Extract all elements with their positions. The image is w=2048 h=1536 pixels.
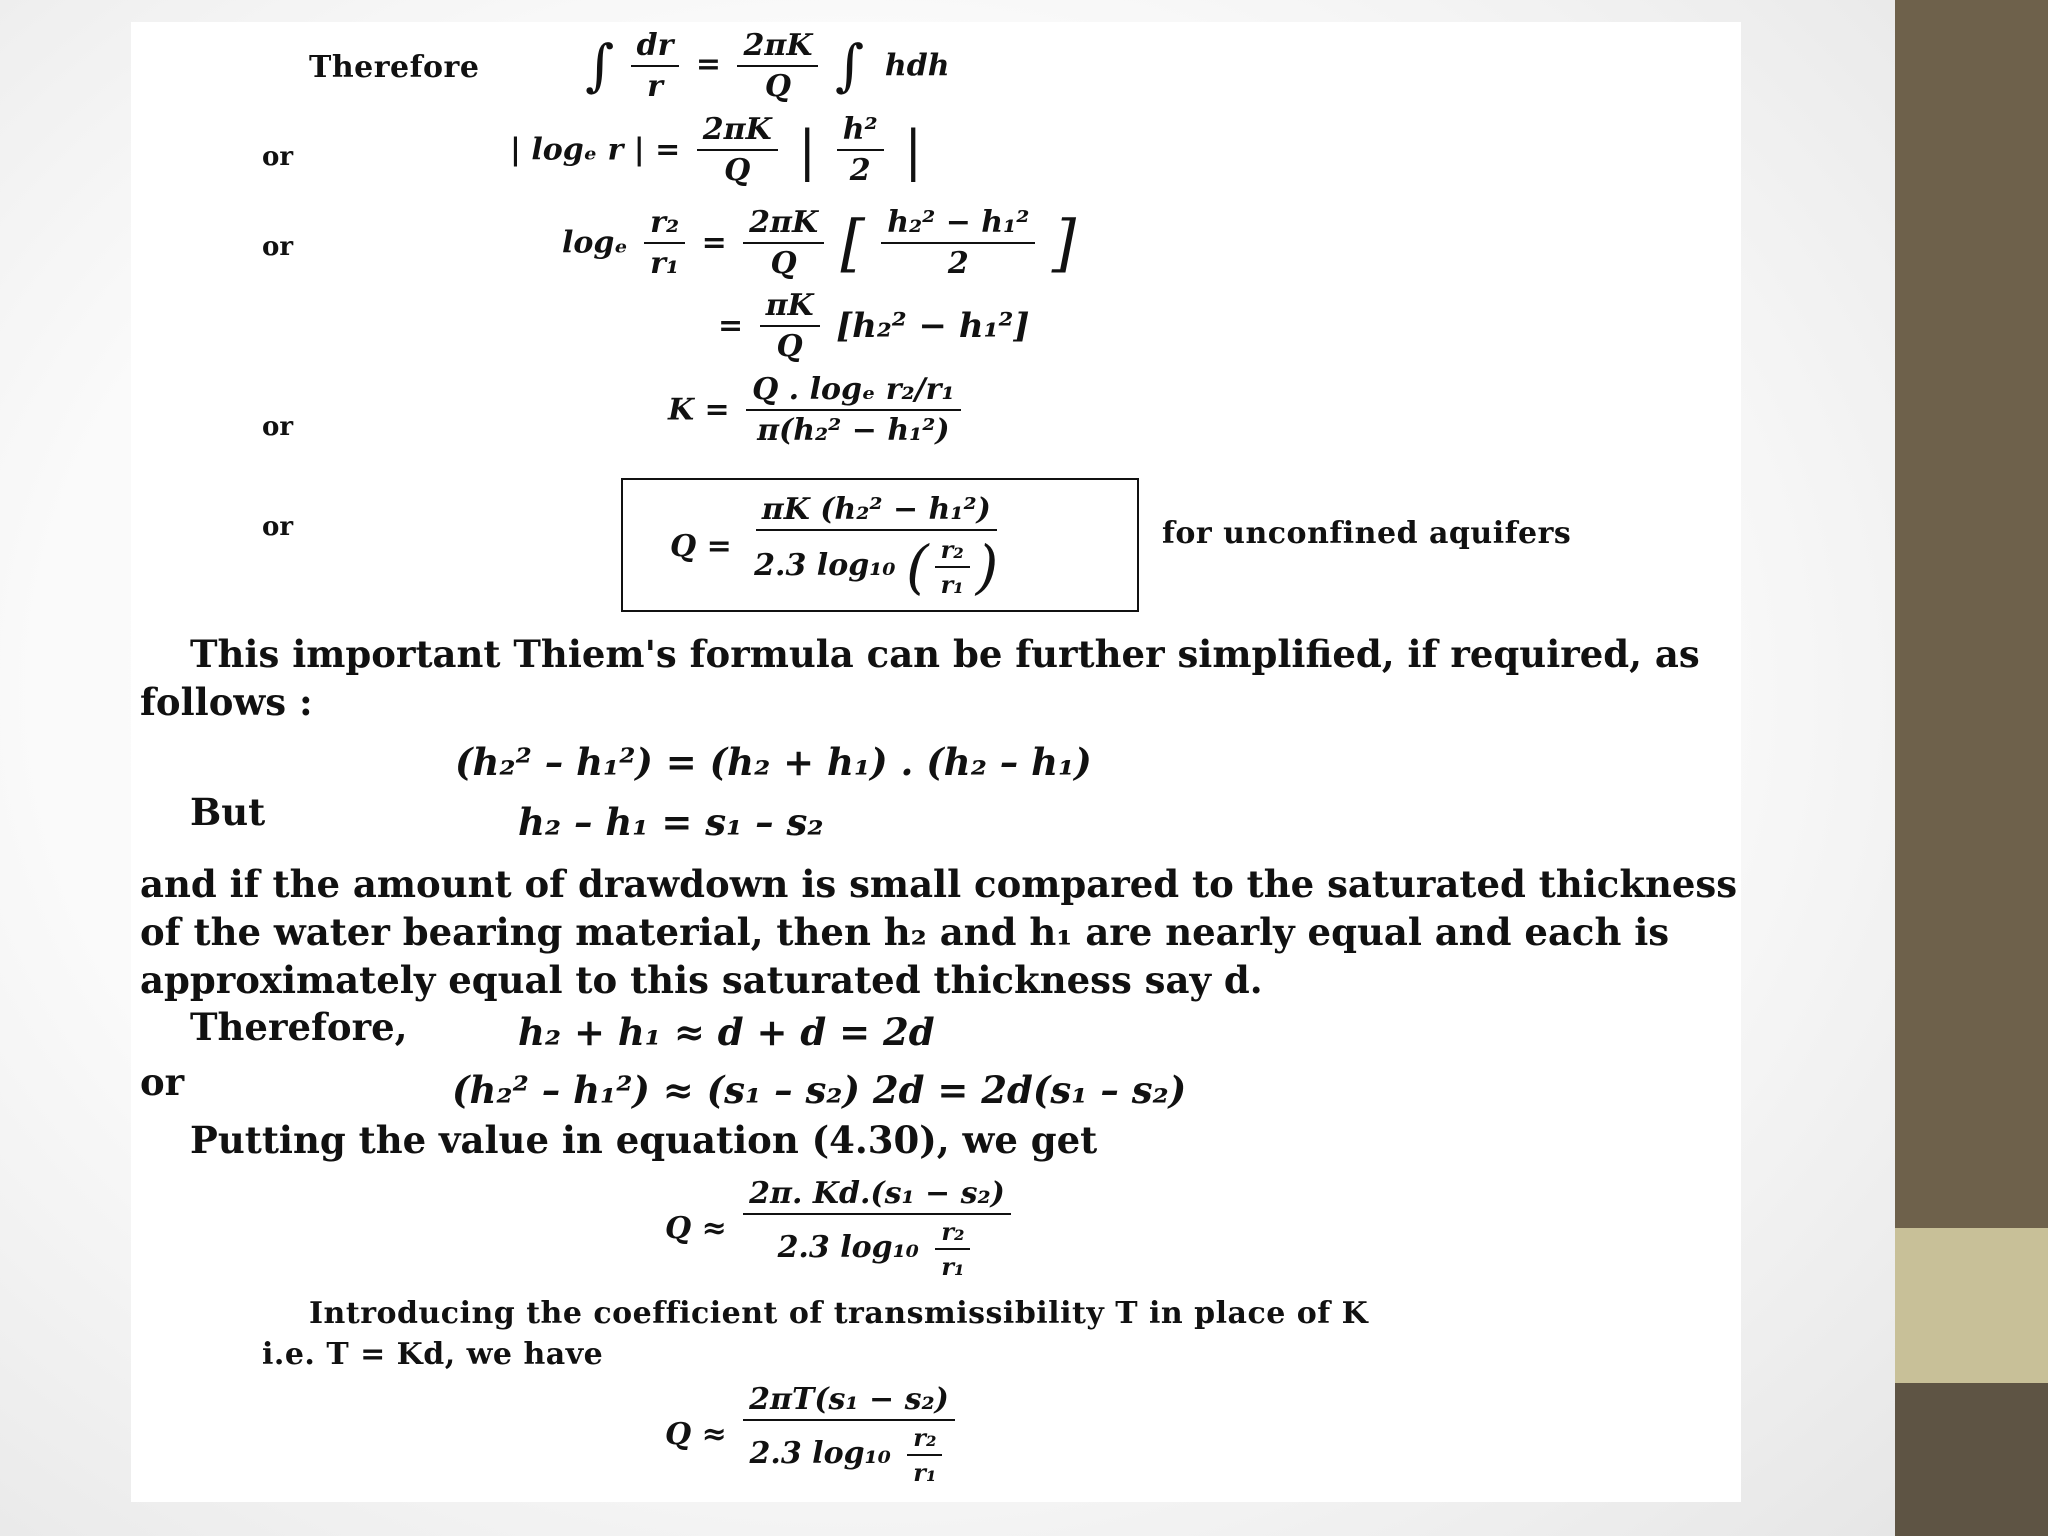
paragraph-1-line-2: follows : xyxy=(140,680,313,724)
equation-line-6: Q = πK (h₂² − h₁²) 2.3 log₁₀ ( $\frac{\text{r₂}}{\text{r₁}}$ ) xyxy=(670,492,999,601)
sidebar-band-bottom xyxy=(1895,1383,2048,1536)
equation-b: h₂ – h₁ = s₁ – s₂ xyxy=(518,800,824,844)
equation-c: h₂ + h₁ ≈ d + d = 2d xyxy=(518,1010,935,1054)
equation-line-2: | logₑ r | = $\frac{2\pi K}{Q}$ | $\frac{\text{h²}}{2}$ | xyxy=(510,112,923,188)
paragraph-4-line-2: i.e. T = Kd, we have xyxy=(262,1337,604,1372)
equation-line-1: ∫ $\frac{dr}{r}$ = $\frac{2\pi K}{Q}$ ∫ hdh xyxy=(585,28,950,104)
sidebar-band-top xyxy=(1895,0,2048,1228)
paragraph-2-line-2: of the water bearing material, then h₂ and h₁ are nearly equal and each is xyxy=(140,910,1670,954)
unconfined-aquifers-note: for unconfined aquifers xyxy=(1162,516,1572,551)
or-lead-3: or xyxy=(262,412,294,442)
paragraph-4-line-1: Introducing the coefficient of transmissibility T in place of K xyxy=(309,1296,1369,1331)
or-label: or xyxy=(140,1060,185,1104)
sidebar-band-middle xyxy=(1895,1228,2048,1383)
but-label: But xyxy=(190,790,266,834)
equation-d: (h₂² – h₁²) ≈ (s₁ – s₂) 2d = 2d(s₁ – s₂) xyxy=(452,1068,1187,1112)
or-lead-2: or xyxy=(262,232,294,262)
equation-line-5: K = $\frac{\text{Q . logₑ r₂/r₁}}{\text{π(h₂² − h₁²)}}$ xyxy=(668,372,967,448)
equation-f: Q ≈ 2πT(s₁ − s₂) 2.3 log₁₀ $\frac{\text{r₂}}{\text{r₁}}$ xyxy=(665,1382,961,1487)
decorative-sidebar xyxy=(1895,0,2048,1536)
equation-line-4: = $\frac{\pi K}{Q}$ [h₂² − h₁²] xyxy=(718,288,1030,364)
paragraph-1-line-1: This important Thiem's formula can be further simplified, if required, as xyxy=(190,632,1700,676)
paragraph-3: Putting the value in equation (4.30), we get xyxy=(190,1118,1098,1162)
or-lead-4: or xyxy=(262,512,294,542)
equation-a: (h₂² – h₁²) = (h₂ + h₁) . (h₂ – h₁) xyxy=(455,740,1092,784)
paragraph-2-line-3: approximately equal to this saturated thickness say d. xyxy=(140,958,1263,1002)
therefore-label: Therefore, xyxy=(190,1005,408,1049)
paragraph-2-line-1: and if the amount of drawdown is small compared to the saturated thickness xyxy=(140,862,1738,906)
or-lead-1: or xyxy=(262,142,294,172)
therefore-lead: Therefore xyxy=(309,50,480,85)
equation-line-3: logₑ $\frac{\text{r₂}}{\text{r₁}}$ = $\frac{2\pi K}{Q}$ [ $\frac{\text{h₂² − h₁²}}{2}$ ] xyxy=(562,205,1077,281)
equation-e: Q ≈ 2π. Kd.(s₁ − s₂) 2.3 log₁₀ $\frac{\text{r₂}}{\text{r₁}}$ xyxy=(665,1176,1017,1281)
